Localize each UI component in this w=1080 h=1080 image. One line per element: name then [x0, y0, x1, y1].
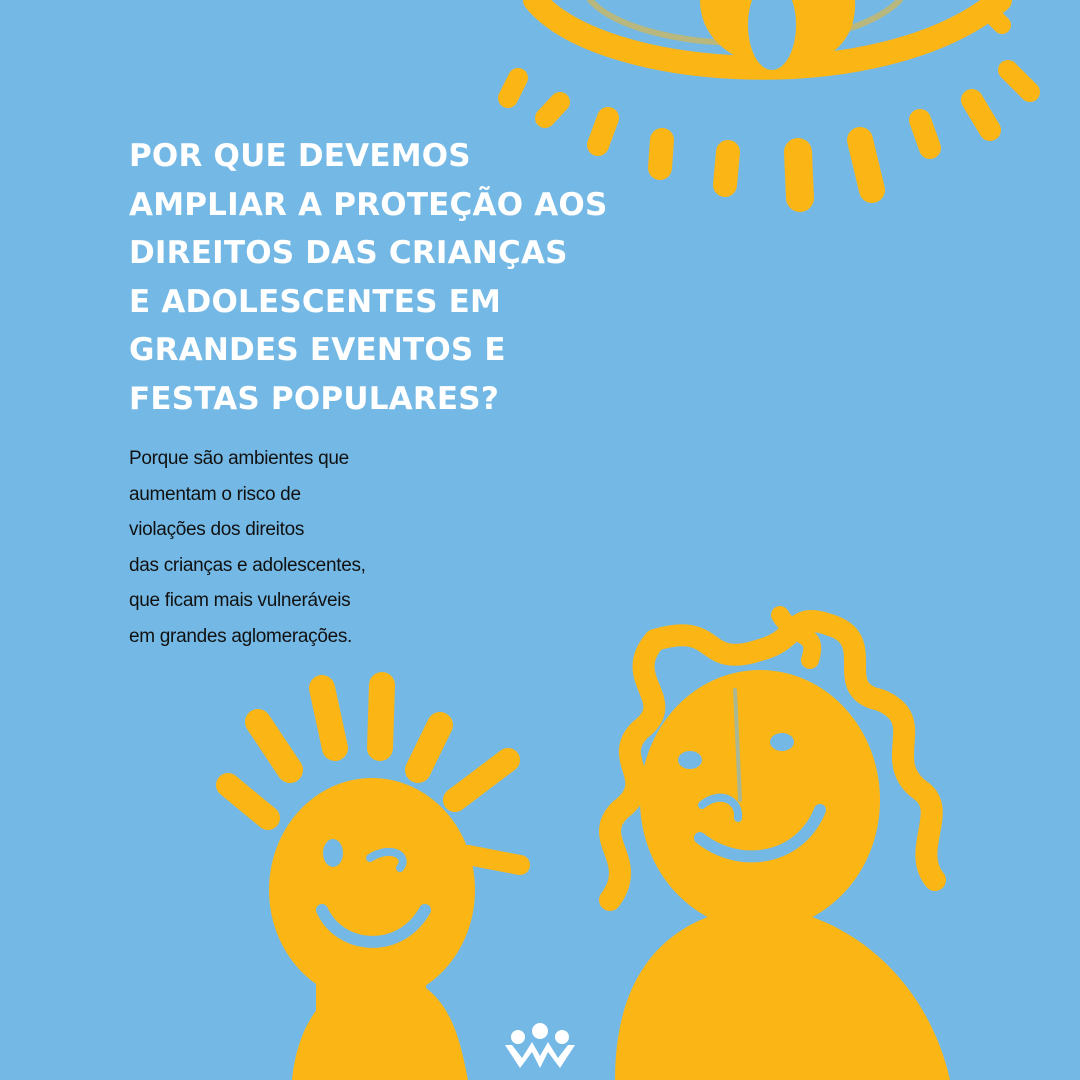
body-line: das crianças e adolescentes,	[129, 554, 366, 576]
headline-line: POR QUE DEVEMOS	[129, 138, 471, 174]
headline-line: FESTAS POPULARES?	[129, 380, 499, 417]
body-line: Porque são ambientes que	[129, 448, 349, 469]
headline-line: DIREITOS DAS CRIANÇAS	[129, 235, 568, 271]
headline-line: GRANDES EVENTOS E	[129, 332, 506, 368]
body-line: em grandes aglomerações.	[129, 625, 353, 647]
body-line: violações dos direitos	[129, 519, 305, 540]
body-line: aumentam o risco de	[129, 483, 301, 505]
body-line: que ficam mais vulneráveis	[129, 590, 351, 611]
body-paragraph	[129, 441, 459, 654]
headline-line: AMPLIAR A PROTEÇÃO AOS	[129, 186, 608, 223]
headline	[129, 132, 649, 423]
headline-line: E ADOLESCENTES EM	[129, 283, 502, 320]
